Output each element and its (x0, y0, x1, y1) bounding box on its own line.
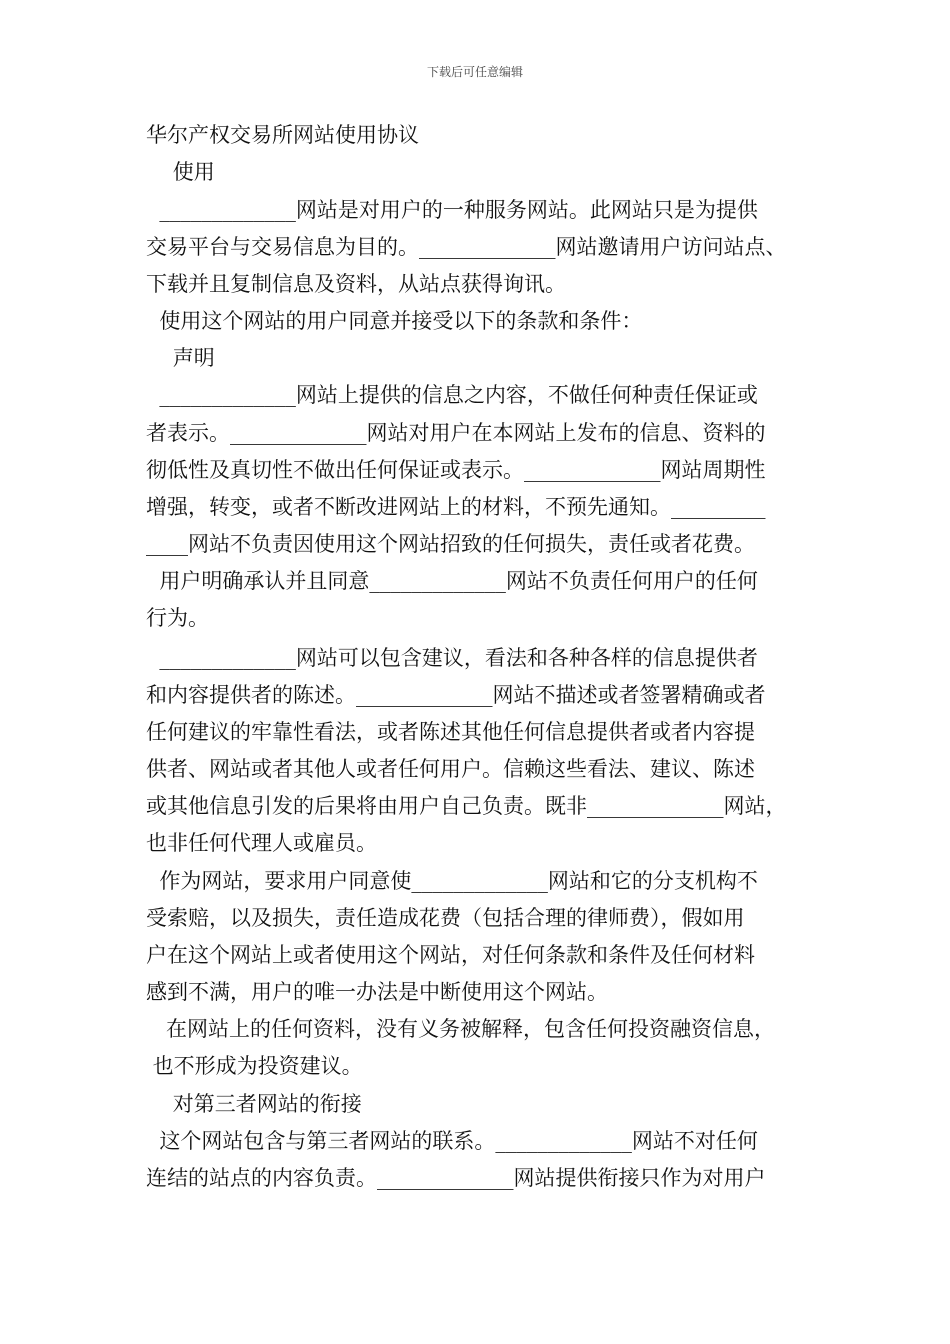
paragraph-line: 供者、网站或者其他人或者任何用户。信赖这些看法、建议、陈述 (146, 757, 755, 781)
paragraph-line: 和内容提供者的陈述。_____________网站不描述或者签署精确或者 (146, 683, 766, 707)
paragraph-line: 使用这个网站的用户同意并接受以下的条款和条件： (146, 309, 643, 333)
paragraph-line: 也不形成为投资建议。 (146, 1054, 363, 1078)
document-title: 华尔产权交易所网站使用协议 (146, 123, 419, 147)
paragraph-line: _____________网站可以包含建议，看法和各种各样的信息提供者 (146, 646, 758, 670)
paragraph-line: 受索赔，以及损失，责任造成花费（包括合理的律师费），假如用 (146, 906, 745, 930)
paragraph-line: 彻低性及真切性不做出任何保证或表示。_____________网站周期性 (146, 458, 766, 482)
paragraph-line: 交易平台与交易信息为目的。_____________网站邀请用户访问站点、 (146, 235, 787, 259)
paragraph-line: 也非任何代理人或雇员。 (146, 831, 377, 855)
page-header-note: 下载后可任意编辑 (426, 65, 523, 79)
paragraph-line: 增强，转变，或者不断改进网站上的材料，不预先通知。_________ (146, 495, 766, 519)
paragraph-line: 下载并且复制信息及资料，从站点获得询讯。 (146, 272, 566, 296)
section-heading-third-party: 对第三者网站的衔接 (146, 1092, 362, 1116)
paragraph-line: 在网站上的任何资料，没有义务被解释，包含任何投资融资信息， (146, 1017, 776, 1041)
paragraph-line: 作为网站，要求用户同意使_____________网站和它的分支机构不 (146, 869, 758, 893)
paragraph-line: 者表示。_____________网站对用户在本网站上发布的信息、资料的 (146, 421, 766, 445)
paragraph-line: _____________网站上提供的信息之内容，不做任何种责任保证或 (146, 383, 758, 407)
paragraph-line: _____________网站是对用户的一种服务网站。此网站只是为提供 (146, 198, 758, 222)
paragraph-line: 户在这个网站上或者使用这个网站，对任何条款和条件及任何材料 (146, 943, 755, 967)
section-heading-statement: 声明 (146, 346, 215, 370)
paragraph-line: 行为。 (146, 606, 209, 630)
paragraph-line: 连结的站点的内容负责。_____________网站提供衔接只作为对用户 (146, 1166, 766, 1190)
paragraph-line: 感到不满，用户的唯一办法是中断使用这个网站。 (146, 980, 608, 1004)
paragraph-line: ____网站不负责因使用这个网站招致的任何损失，责任或者花费。 (146, 532, 755, 556)
paragraph-line: 这个网站包含与第三者网站的联系。_____________网站不对任何 (146, 1129, 758, 1153)
paragraph-line: 任何建议的牢靠性看法，或者陈述其他任何信息提供者或者内容提 (146, 720, 755, 744)
section-heading-usage: 使用 (146, 160, 215, 184)
paragraph-line: 用户明确承认并且同意_____________网站不负责任何用户的任何 (146, 569, 758, 593)
paragraph-line: 或其他信息引发的后果将由用户自己负责。既非_____________网站， (146, 794, 787, 818)
